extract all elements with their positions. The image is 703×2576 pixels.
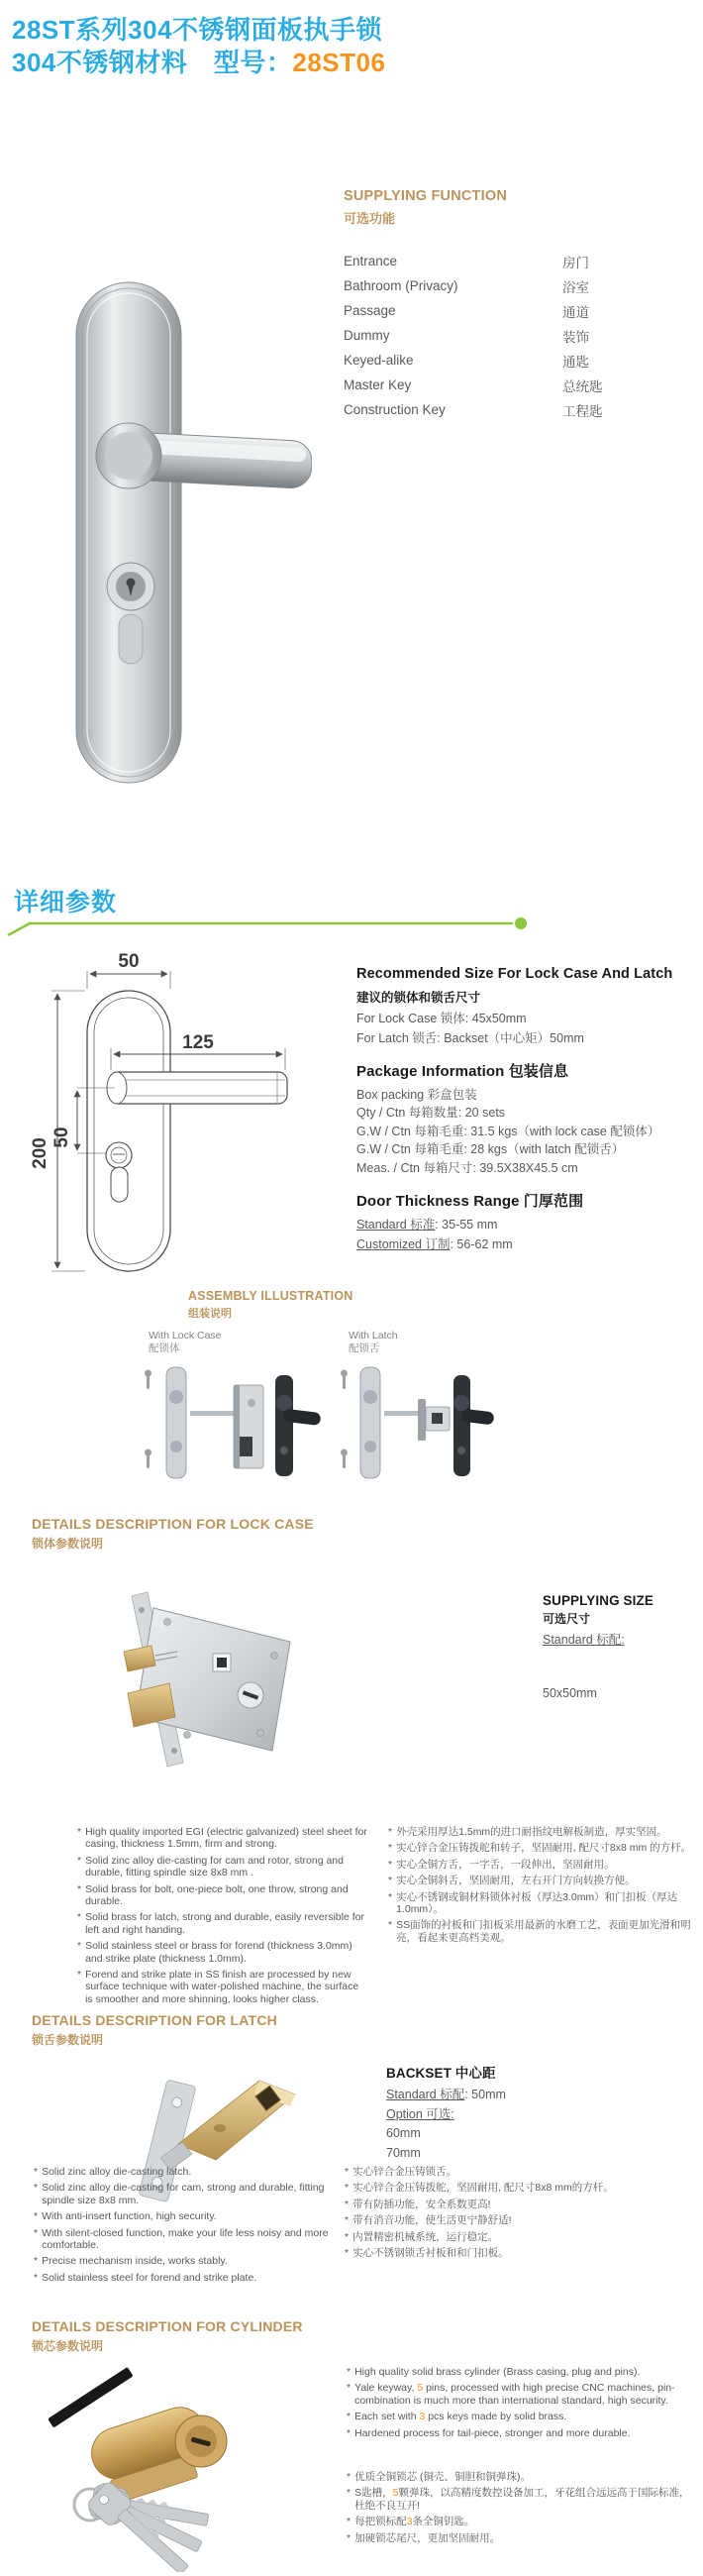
customized-label: Customized 订制 [356,1236,451,1251]
supplying-function-title: SUPPLYING FUNCTION [344,188,507,204]
asterisk: * [345,2166,350,2178]
bullet-item: * 实心锌合金压铸拨舵，坚固耐用, 配尺寸8x8 mm的方杆。 [345,2182,614,2195]
asterisk: * [34,2182,39,2195]
asterisk: * [345,2230,350,2243]
recommended-title-en: Recommended Size For Lock Case And Latch [356,966,673,982]
assembly-right-label [349,1330,398,1355]
recommended-lockcase-line: For Lock Case 锁体: 45x50mm [356,1012,527,1025]
section-divider [0,910,554,939]
bullet-item: * Yale keyway, 5 pins, processed with high precise CNC machines, pin-combination is much more than international standard, high security. [347,2382,675,2407]
bullet-item: * Hardened process for tail-piece, stronger and more durable. [347,2426,631,2439]
asterisk: * [347,2531,352,2544]
function-en: Master Key [344,377,412,392]
bullet-item: * High quality imported EGI (electric galvanized) steel sheet for casing, thickness 1.5mm, firm and strong. [77,1826,367,1851]
function-cn: 通匙 [562,354,589,370]
dim-handle-label: 125 [182,1032,214,1053]
supplying-size-block [543,1593,691,1703]
function-en: Bathroom (Privacy) [344,278,458,293]
supplying-size-subtitle: 可选尺寸 [543,1612,591,1626]
function-row [344,273,670,298]
bullet-item: * 加硬锁芯尾尺，更加坚固耐用。 [347,2531,501,2544]
function-cn: 房门 [562,255,589,270]
assembly-left-label [149,1330,222,1355]
bullet-item: * 带有防插功能，安全系数更高! [345,2198,491,2210]
model-number: 28ST06 [292,48,386,77]
function-row [344,348,670,373]
function-row [344,373,670,397]
bullet-item: * High quality solid brass cylinder (Brass casing, plug and pins). [347,2366,641,2378]
asterisk: * [388,1890,393,1903]
bullet-item: * 优质全铜锁芯 (铜壳、铜胆和铜弹珠)。 [347,2471,532,2483]
asterisk: * [388,1919,393,1932]
product-photo [25,139,312,793]
supplying-size-standard-label: Standard 标配: [543,1633,625,1647]
bullet-item: * Solid brass for bolt, one-piece bolt, one throw, strong and durable. [77,1882,349,1908]
function-cn: 工程匙 [562,403,603,419]
dim-width-label: 50 [118,951,140,972]
bullet-item: * 内置精密机械系统，运行稳定。 [345,2230,499,2243]
backset-block [386,2062,634,2163]
assembly-right-cn: 配锁舌 [349,1342,380,1354]
function-en: Entrance [344,254,398,268]
bullet-item: * Solid stainless steel or brass for forend (thickness 3.0mm) and strike plate (thickness 1.0mm). [77,1940,352,1965]
asterisk: * [388,1826,393,1838]
lockcase-section-subheader: 锁体参数说明 [32,1537,104,1551]
assembly-diagram-lockcase [139,1359,322,1493]
asterisk: * [347,2516,352,2528]
function-cn: 装饰 [562,329,589,345]
assembly-title-en: ASSEMBLY ILLUSTRATION [188,1289,353,1303]
title-line-2 [12,47,385,79]
cylinder-section-subheader: 锁芯参数说明 [32,2339,104,2353]
cylinder-bullets-cn [347,2471,695,2548]
asterisk: * [388,1875,393,1887]
dimension-diagram [18,943,325,1285]
asterisk: * [345,2182,350,2195]
recommended-latch-line: For Latch 锁舌: Backset（中心矩）50mm [356,1030,584,1045]
latch-bullets-cn [345,2166,693,2263]
bullet-item: * 实心锌合金压铸拨舵和转子，坚固耐用, 配尺寸8x8 mm 的方杆。 [388,1842,692,1855]
function-en: Dummy [344,328,390,343]
backset-option-2: 70mm [386,2145,421,2160]
asterisk: * [347,2411,352,2423]
lockcase-section-header: DETAILS DESCRIPTION FOR LOCK CASE [32,1516,314,1532]
backset-title: BACKSET 中心距 [386,2066,496,2081]
detail-params-header: 详细参数 [14,889,118,916]
asterisk: * [77,1882,82,1895]
asterisk: * [347,2382,352,2395]
asterisk: * [77,1854,82,1867]
lockcase-bullets-en [77,1826,368,2009]
title-line-1: 28ST系列304不锈钢面板执手锁 [12,15,383,45]
supplying-size-value: 50x50mm [543,1685,597,1700]
asterisk: * [345,2198,350,2210]
cylinder-photo [35,2356,267,2572]
package-line: Box packing 彩盒包装 [356,1088,477,1102]
asterisk: * [345,2247,350,2260]
latch-section-subheader: 锁舌参数说明 [32,2033,104,2047]
standard-label: Standard 标准 [356,1218,436,1232]
backset-option-1: 60mm [386,2126,421,2140]
page-title [12,14,385,79]
door-thickness-block [356,1190,693,1254]
backset-standard-label: Standard 标配 [386,2088,465,2101]
function-cn: 通道 [562,304,589,320]
door-thickness-customized [356,1235,693,1255]
asterisk: * [388,1842,393,1855]
function-row [344,323,670,348]
asterisk: * [34,2255,39,2268]
cylinder-section-header: DETAILS DESCRIPTION FOR CYLINDER [32,2318,303,2334]
assembly-left-en: With Lock Case [149,1330,222,1342]
bullet-item: * S匙槽，5颗弹珠，以高精度数控设备加工，牙花组合远远高于国际标准，杜绝不良互开! [347,2487,690,2512]
customized-value: : 56-62 mm [450,1236,513,1251]
assembly-right-en: With Latch [349,1330,398,1342]
function-cn: 浴室 [562,279,589,295]
assembly-title-cn: 组装说明 [188,1308,232,1320]
function-row [344,397,670,422]
bullet-item: * 每把锁标配3条全铜钥匙。 [347,2516,475,2528]
asterisk: * [77,1940,82,1953]
bullet-item: * With anti-insert function, high security. [34,2210,217,2223]
recommended-size-block [356,966,693,1048]
package-info-block [356,1060,698,1177]
asterisk: * [347,2487,352,2500]
lockcase-photo [94,1568,342,1791]
asterisk: * [34,2226,39,2239]
function-en: Passage [344,303,396,318]
function-list [344,249,670,422]
asterisk: * [345,2214,350,2227]
recommended-title-cn: 建议的锁体和锁舌尺寸 [356,991,481,1005]
function-en: Construction Key [344,402,446,417]
bullet-item: * Solid zinc alloy die-casting latch. [34,2166,192,2178]
supplying-size-title: SUPPLYING SIZE [543,1593,653,1608]
asterisk: * [34,2271,39,2284]
asterisk: * [34,2166,39,2178]
package-line: Meas. / Ctn 每箱尺寸: 39.5X38X45.5 cm [356,1160,578,1175]
bullet-item: * 带有消音功能，使生活更宁静舒适! [345,2214,512,2227]
function-en: Keyed-alike [344,353,414,368]
asterisk: * [347,2426,352,2439]
bullet-item: * 实心全铜方舌，一字舌，一段伸出，坚固耐用。 [388,1858,615,1871]
asterisk: * [34,2210,39,2223]
bullet-item: * Solid stainless steel for forend and strike plate. [34,2271,257,2284]
latch-bullets-en [34,2166,336,2288]
package-line: G.W / Ctn 每箱毛重: 31.5 kgs（with lock case 配锁体） [356,1124,660,1138]
door-thickness-title: Door Thickness Range 门厚范围 [356,1193,584,1210]
assembly-diagram-latch [337,1359,495,1493]
dim-height-label: 200 [30,1137,50,1169]
bullet-item: * 实心锌合金压铸锁舌。 [345,2166,457,2178]
function-row [344,298,670,323]
supplying-function-subtitle: 可选功能 [344,211,396,226]
latch-section-header: DETAILS DESCRIPTION FOR LATCH [32,2012,277,2028]
asterisk: * [388,1858,393,1871]
package-line: G.W / Ctn 每箱毛重: 28 kgs（with latch 配锁舌） [356,1142,625,1157]
bullet-item: * 外壳采用厚达1.5mm的进口耐指纹电解板制造，厚实坚固。 [388,1826,667,1838]
bullet-item: * Each set with 3 pcs keys made by solid brass. [347,2411,567,2423]
bullet-item: * Solid zinc alloy die-casting for cam, strong and durable, fitting spindle size 8x8 mm. [34,2182,325,2206]
backset-option-label: Option 可选: [386,2106,454,2121]
backset-standard [386,2086,634,2105]
bullet-item: * 实心不锈钢锁舌衬板和和门扣板。 [345,2247,509,2260]
bullet-item: * 实心全铜斜舌，坚固耐用，左右开门方向转换方便。 [388,1875,636,1887]
cylinder-bullets-en [347,2366,695,2443]
asterisk: * [347,2366,352,2378]
package-title: Package Information 包装信息 [356,1063,569,1080]
asterisk: * [347,2471,352,2483]
bullet-item: * Precise mechanism inside, works stably. [34,2255,228,2268]
bullet-item: * Solid brass for latch, strong and durable, easily reversible for left and right handing. [77,1911,364,1936]
assembly-left-cn: 配锁体 [149,1342,180,1354]
dim-offset-label: 50 [51,1127,72,1148]
bullet-item: * Forend and strike plate in SS finish are processed by new surface technique with water-polished machine, the surface is smoother and more shinning, looks higher class. [77,1969,359,2005]
asterisk: * [77,1911,82,1924]
package-line: Qty / Ctn 每箱数量: 20 sets [356,1106,506,1121]
bullet-item: * SS面饰的衬板和门扣板采用最新的水磨工艺，表面更加光滑和明亮，看起来更高档美观。 [388,1919,691,1944]
material-text: 304不锈钢材料 型号： [12,48,293,77]
standard-value: : 35-55 mm [435,1218,498,1232]
bullet-item: * Solid zinc alloy die-casting for cam and rotor, strong and durable, fitting spindle size 8x8 mm . [77,1854,344,1879]
function-row [344,249,670,273]
backset-standard-value: : 50mm [464,2088,506,2101]
asterisk: * [77,1826,82,1838]
bullet-item: * 实心不锈钢或铜材料锁体衬板（厚达3.0mm）和门扣板（厚达1.0mm）。 [388,1890,678,1916]
asterisk: * [77,1969,82,1982]
door-thickness-standard [356,1216,693,1235]
bullet-item: * With silent-closed function, make your life less noisy and more comfortable. [34,2226,329,2252]
function-cn: 总统匙 [562,378,603,394]
lockcase-bullets-cn [388,1826,693,1948]
